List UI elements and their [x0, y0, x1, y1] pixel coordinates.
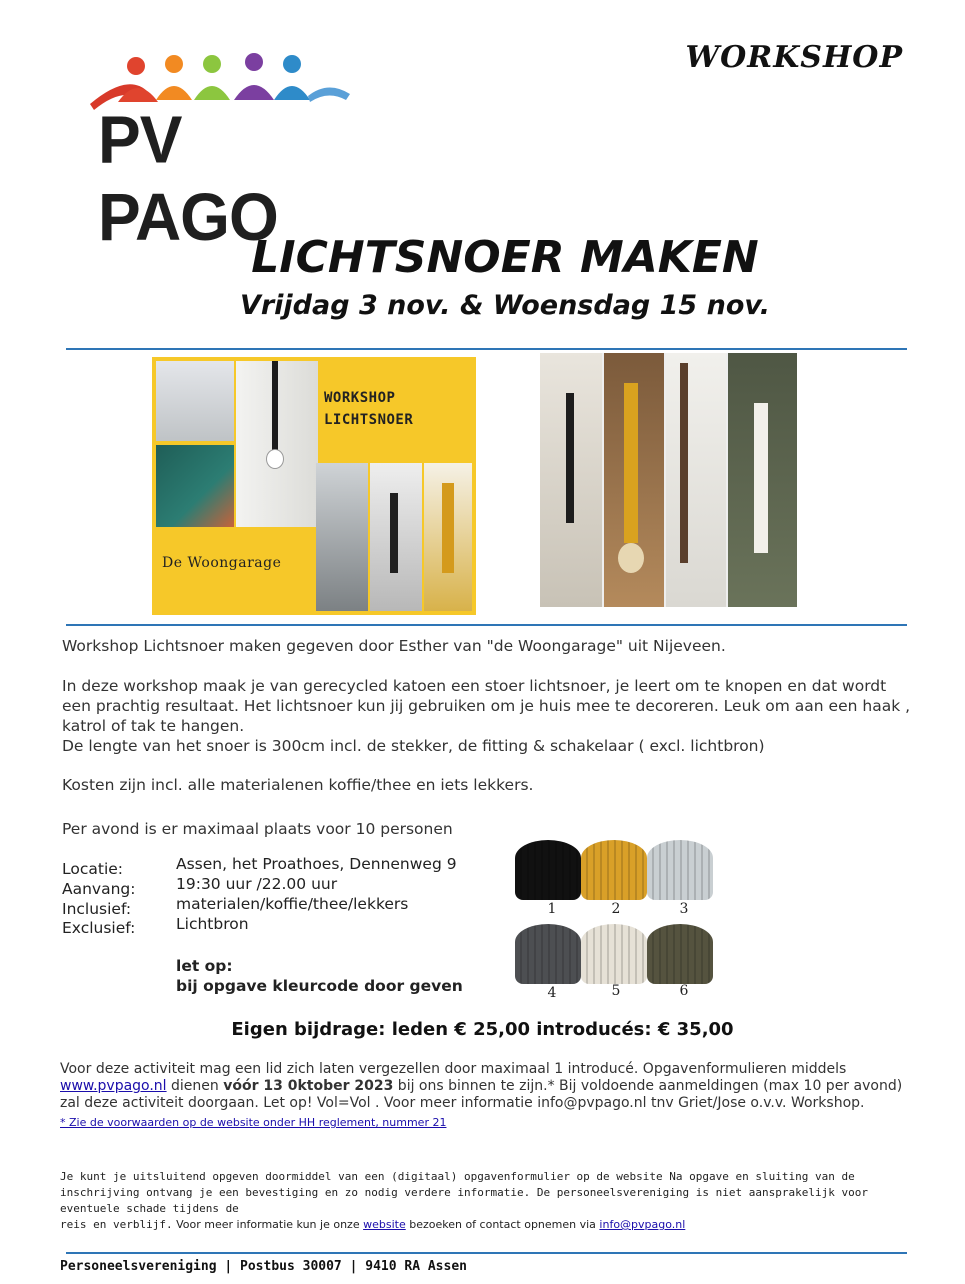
collage-photo-2: [604, 353, 664, 607]
poster-photo-4: [316, 463, 368, 611]
detail-label-exclusief: Exclusief:: [62, 919, 136, 937]
email-link[interactable]: info@pvpago.nl: [599, 1218, 686, 1231]
logo-wordmark: PV PAGO: [98, 101, 278, 255]
color-swatch-grid: [511, 838, 717, 1006]
collage-photo-3: [666, 353, 726, 607]
detail-label-aanvang: Aanvang:: [62, 880, 136, 898]
swatch-number: 4: [547, 985, 557, 1001]
page-subtitle: Vrijdag 3 nov. & Woensdag 15 nov.: [239, 290, 771, 321]
collage-photo-4: [728, 353, 797, 607]
note-heading: let op:: [176, 957, 233, 975]
detail-label-inclusief: Inclusief:: [62, 900, 132, 918]
detail-value-locatie: Assen, het Proathoes, Dennenweg 9: [176, 855, 457, 873]
swatch-number: 6: [679, 983, 689, 999]
deadline: vóór 13 0ktober 2023: [223, 1078, 394, 1094]
price-line: Eigen bijdrage: leden € 25,00 introducés: € 35,00: [231, 1019, 734, 1040]
poster-title: WORKSHOP LICHTSNOER: [324, 390, 414, 428]
swatch-5: [581, 924, 647, 984]
footer-address: Personeelsvereniging | Postbus 30007 | 9410 RA Assen: [60, 1259, 467, 1274]
poster-photo-2: [156, 445, 234, 527]
detail-value-exclusief: Lichtbron: [176, 915, 249, 933]
divider: [66, 624, 907, 626]
intro-text: Workshop Lichtsnoer maken gegeven door Esther van "de Woongarage" uit Nijeveen.: [62, 637, 726, 655]
divider: [66, 1252, 907, 1254]
swatch-2: [581, 840, 647, 900]
poster-photo-3: [236, 361, 318, 527]
terms-footnote-link[interactable]: * Zie de voorwaarden op de website onder HH reglement, nummer 21: [60, 1116, 447, 1129]
swatch-number: 5: [611, 983, 621, 999]
swatch-number: 2: [611, 901, 621, 917]
swatch-1: [515, 840, 581, 900]
disclaimer: Je kunt je uitsluitend opgeven doormiddel van een (digitaal) opgavenformulier op de website Na opgave en sluiting van de inschrijving ontvang je een bevestiging en zo nodig verdere informatie. De personeelsvereniging is niet aansprakelijk voor eventuele schade tijdens de reis en verblijf. Voor meer informatie kun je onze website bezoeken of contact opnemen via info@pvpago.nl: [60, 1170, 868, 1231]
swatch-number: 3: [679, 901, 689, 917]
description: [62, 676, 912, 756]
collage-photo-1: [540, 353, 602, 607]
lichtsnoer-collage-image: [540, 353, 797, 607]
workshop-poster-image: [152, 357, 476, 615]
poster-brand: De Woongarage: [162, 555, 282, 571]
costs-note: Kosten zijn incl. alle materialenen koffie/thee en iets lekkers.: [62, 776, 534, 794]
description-paragraph: De lengte van het snoer is 300cm incl. de stekker, de fitting & schakelaar ( excl. lichtbron): [62, 737, 765, 755]
swatch-6: [647, 924, 713, 984]
detail-value-inclusief: materialen/koffie/thee/lekkers: [176, 895, 409, 913]
swatch-4: [515, 924, 581, 984]
website-link[interactable]: website: [363, 1218, 406, 1231]
detail-label-locatie: Locatie:: [62, 860, 124, 878]
poster-photo-5: [370, 463, 422, 611]
poster-photo-1: [156, 361, 234, 441]
page-title: LICHTSNOER MAKEN: [251, 232, 759, 283]
detail-value-aanvang: 19:30 uur /22.00 uur: [176, 875, 338, 893]
divider: [66, 348, 907, 350]
note-text: bij opgave kleurcode door geven: [176, 977, 463, 995]
website-link[interactable]: www.pvpago.nl: [60, 1078, 167, 1094]
poster-photo-6: [424, 463, 472, 611]
header-tag: WORKSHOP: [685, 40, 903, 75]
swatch-3: [647, 840, 713, 900]
description-paragraph: In deze workshop maak je van gerecycled katoen een stoer lichtsnoer, je leert om te knopen en dat wordt een prachtig resultaat. Het lichtsnoer kun jij gebruiken om je huis mee te decoreren. Leuk om aan een haak , katrol of tak te hangen.: [62, 677, 911, 735]
swatch-number: 1: [547, 901, 557, 917]
registration-text: Voor deze activiteit mag een lid zich laten vergezellen door maximaal 1 introducé. Opgavenformulieren middels www.pvpago.nl dienen vóór 13 0ktober 2023 bij ons binnen te zijn.* Bij voldoende aanmeldingen (max 10 per avond) zal deze activiteit doorgaan. Let op! Vol=Vol . Voor meer informatie info@pvpago.nl tnv Griet/Jose o.v.v. Workshop.: [60, 1061, 903, 1111]
capacity-note: Per avond is er maximaal plaats voor 10 personen: [62, 820, 453, 838]
pvpago-logo: [88, 52, 358, 255]
